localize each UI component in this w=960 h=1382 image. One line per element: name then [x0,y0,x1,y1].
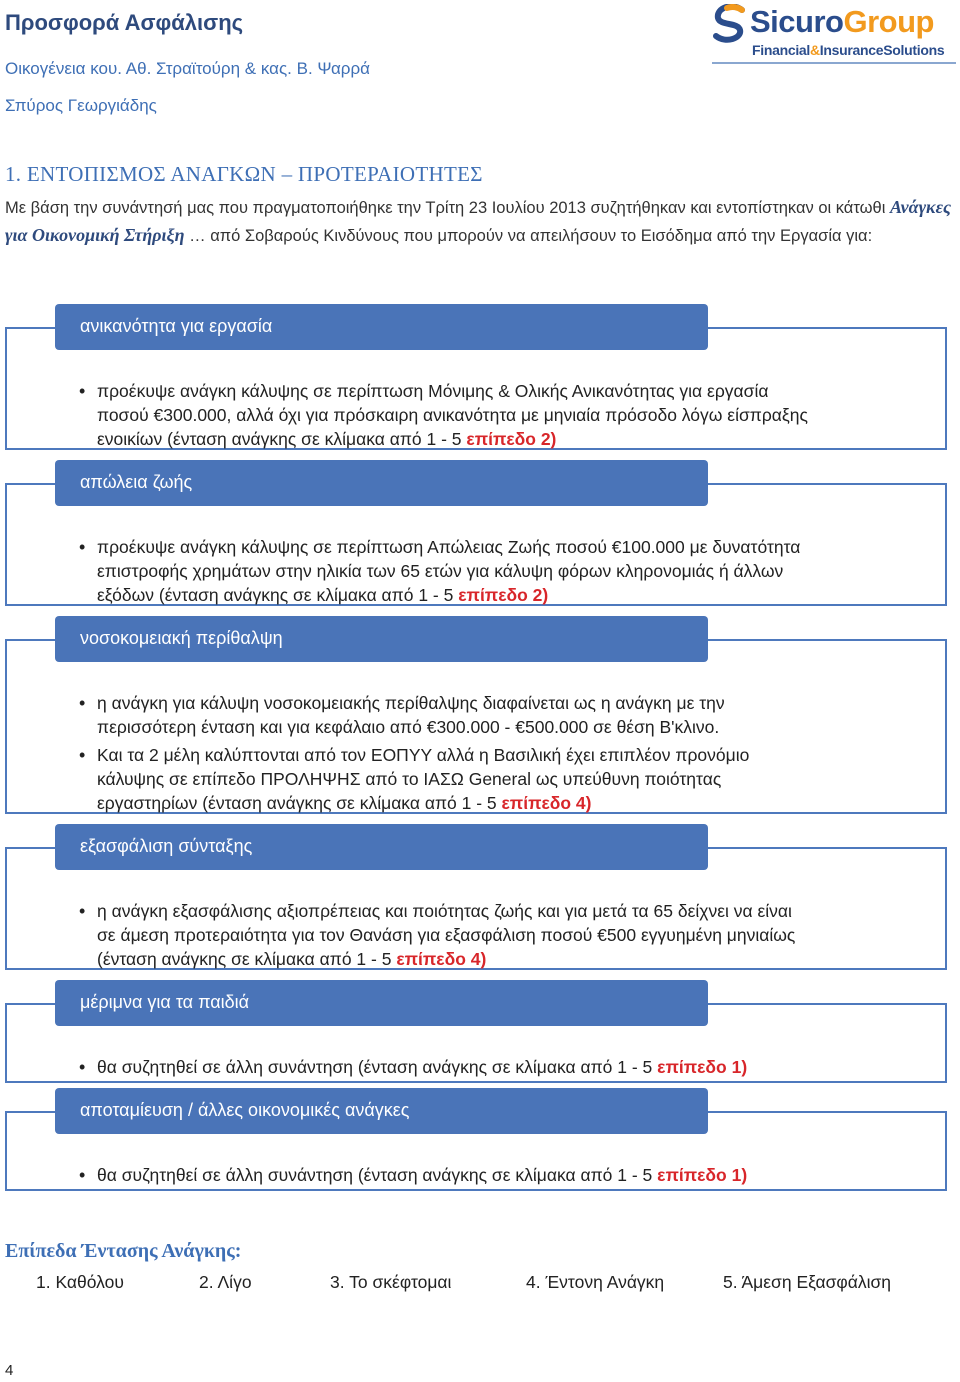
company-logo [712,4,956,64]
level-item-4: 4. Έντονη Ανάγκη [526,1272,665,1292]
logo-divider [712,62,956,64]
advisor-name: Σπύρος Γεωργιάδης [5,96,157,115]
need-bullet: • η ανάγκη εξασφάλισης αξιοπρέπειας και ποιότητας ζωής και για μετά τα 65 δείχνει να είναι σε άμεση προτεραιότητα για τον Θανάση για εξασφάλιση ποσού €500 εγγυημένη μηνιαίως (ένταση ανάγκης σε κλίμακα από 1 - 5 επίπεδο 4) [7,899,945,971]
level-item-2: 2. Λίγο [199,1272,252,1292]
section-heading: 1. ΕΝΤΟΠΙΣΜΟΣ ΑΝΑΓΚΩΝ – ΠΡΟΤΕΡΑΙΟΤΗΤΕΣ [5,162,483,186]
need-box-hospital [5,639,947,814]
level-item-3: 3. Το σκέφτομαι [330,1272,452,1292]
logo-swirl-icon [712,4,748,44]
need-bullet: • Και τα 2 μέλη καλύπτονται από τον ΕΟΠΥΥ αλλά η Βασιλική έχει επιπλέον προνόμιο κάλυψης σε επίπεδο ΠΡΟΛΗΨΗΣ από το ΙΑΣΩ General ως υπεύθυνη ποιότητας εργαστηρίων (ένταση ανάγκης σε κλίμακα από 1 - 5 επίπεδο 4) [7,743,945,815]
intro-highlight: Ανάγκες για Οικονομική Στήριξη [5,197,952,245]
family-name: Οικογένεια κου. Αθ. Στραϊτούρη & κας. Β. Ψαρρά [5,59,370,78]
need-title-pension: εξασφάλιση σύνταξης [55,824,708,870]
need-title-life: απώλεια ζωής [55,460,708,506]
need-title-disability: ανικανότητα για εργασία [55,304,708,350]
need-bullet: • προέκυψε ανάγκη κάλυψης σε περίπτωση Απώλειας Ζωής ποσού €100.000 με δυνατότητα επιστροφής χρημάτων στην ηλικία των 65 ετών για κάλυψη φόρων κληρονομιάς ή άλλων εξόδων (ένταση ανάγκης σε κλίμακα από 1 - 5 επίπεδο 2) [7,535,945,607]
need-title-children: μέριμνα για τα παιδιά [55,980,708,1026]
need-title-savings: αποταμίευση / άλλες οικονομικές ανάγκες [55,1088,708,1134]
need-bullet: • θα συζητηθεί σε άλλη συνάντηση (ένταση ανάγκης σε κλίμακα από 1 - 5 επίπεδο 1) [7,1055,945,1079]
need-title-hospital: νοσοκομειακή περίθαλψη [55,616,708,662]
need-bullet: • θα συζητηθεί σε άλλη συνάντηση (ένταση ανάγκης σε κλίμακα από 1 - 5 επίπεδο 1) [7,1163,945,1187]
document-title: Προσφορά Ασφάλισης [5,10,244,35]
level-item-5: 5. Άμεση Εξασφάλιση [723,1272,892,1292]
levels-title: Επίπεδα Έντασης Ανάγκης: [5,1240,242,1262]
page-number: 4 [5,1362,14,1379]
need-bullet: • η ανάγκη για κάλυψη νοσοκομειακής περίθαλψης διαφαίνεται ως η ανάγκη με την περισσότερη ένταση και για κεφάλαιο από €300.000 - €500.000 σε θέση Β'κλινο. [7,691,945,739]
level-item-1: 1. Καθόλου [36,1272,124,1292]
logo-tagline: Financial&InsuranceSolutions [752,42,945,58]
logo-wordmark: SicuroGroup [750,4,934,39]
need-bullet: • προέκυψε ανάγκη κάλυψης σε περίπτωση Μόνιμης & Ολικής Ανικανότητας για εργασία ποσού €300.000, αλλά όχι για πρόσκαιρη ανικανότητα με μηνιαία πρόσοδο λόγω είσπραξης ενοικίων (ένταση ανάγκης σε κλίμακα από 1 - 5 επίπεδο 2) [7,379,945,451]
intro-paragraph: Με βάση την συνάντησή μας που πραγματοποιήθηκε την Τρίτη 23 Ιουλίου 2013 συζητήθηκαν και εντοπίστηκαν οι κάτωθι Ανάγκες για Οικονομική Στήριξη … από Σοβαρούς Κινδύνους που μπορούν να απειλήσουν το Εισόδημα από την Εργασία για: [5,197,952,245]
